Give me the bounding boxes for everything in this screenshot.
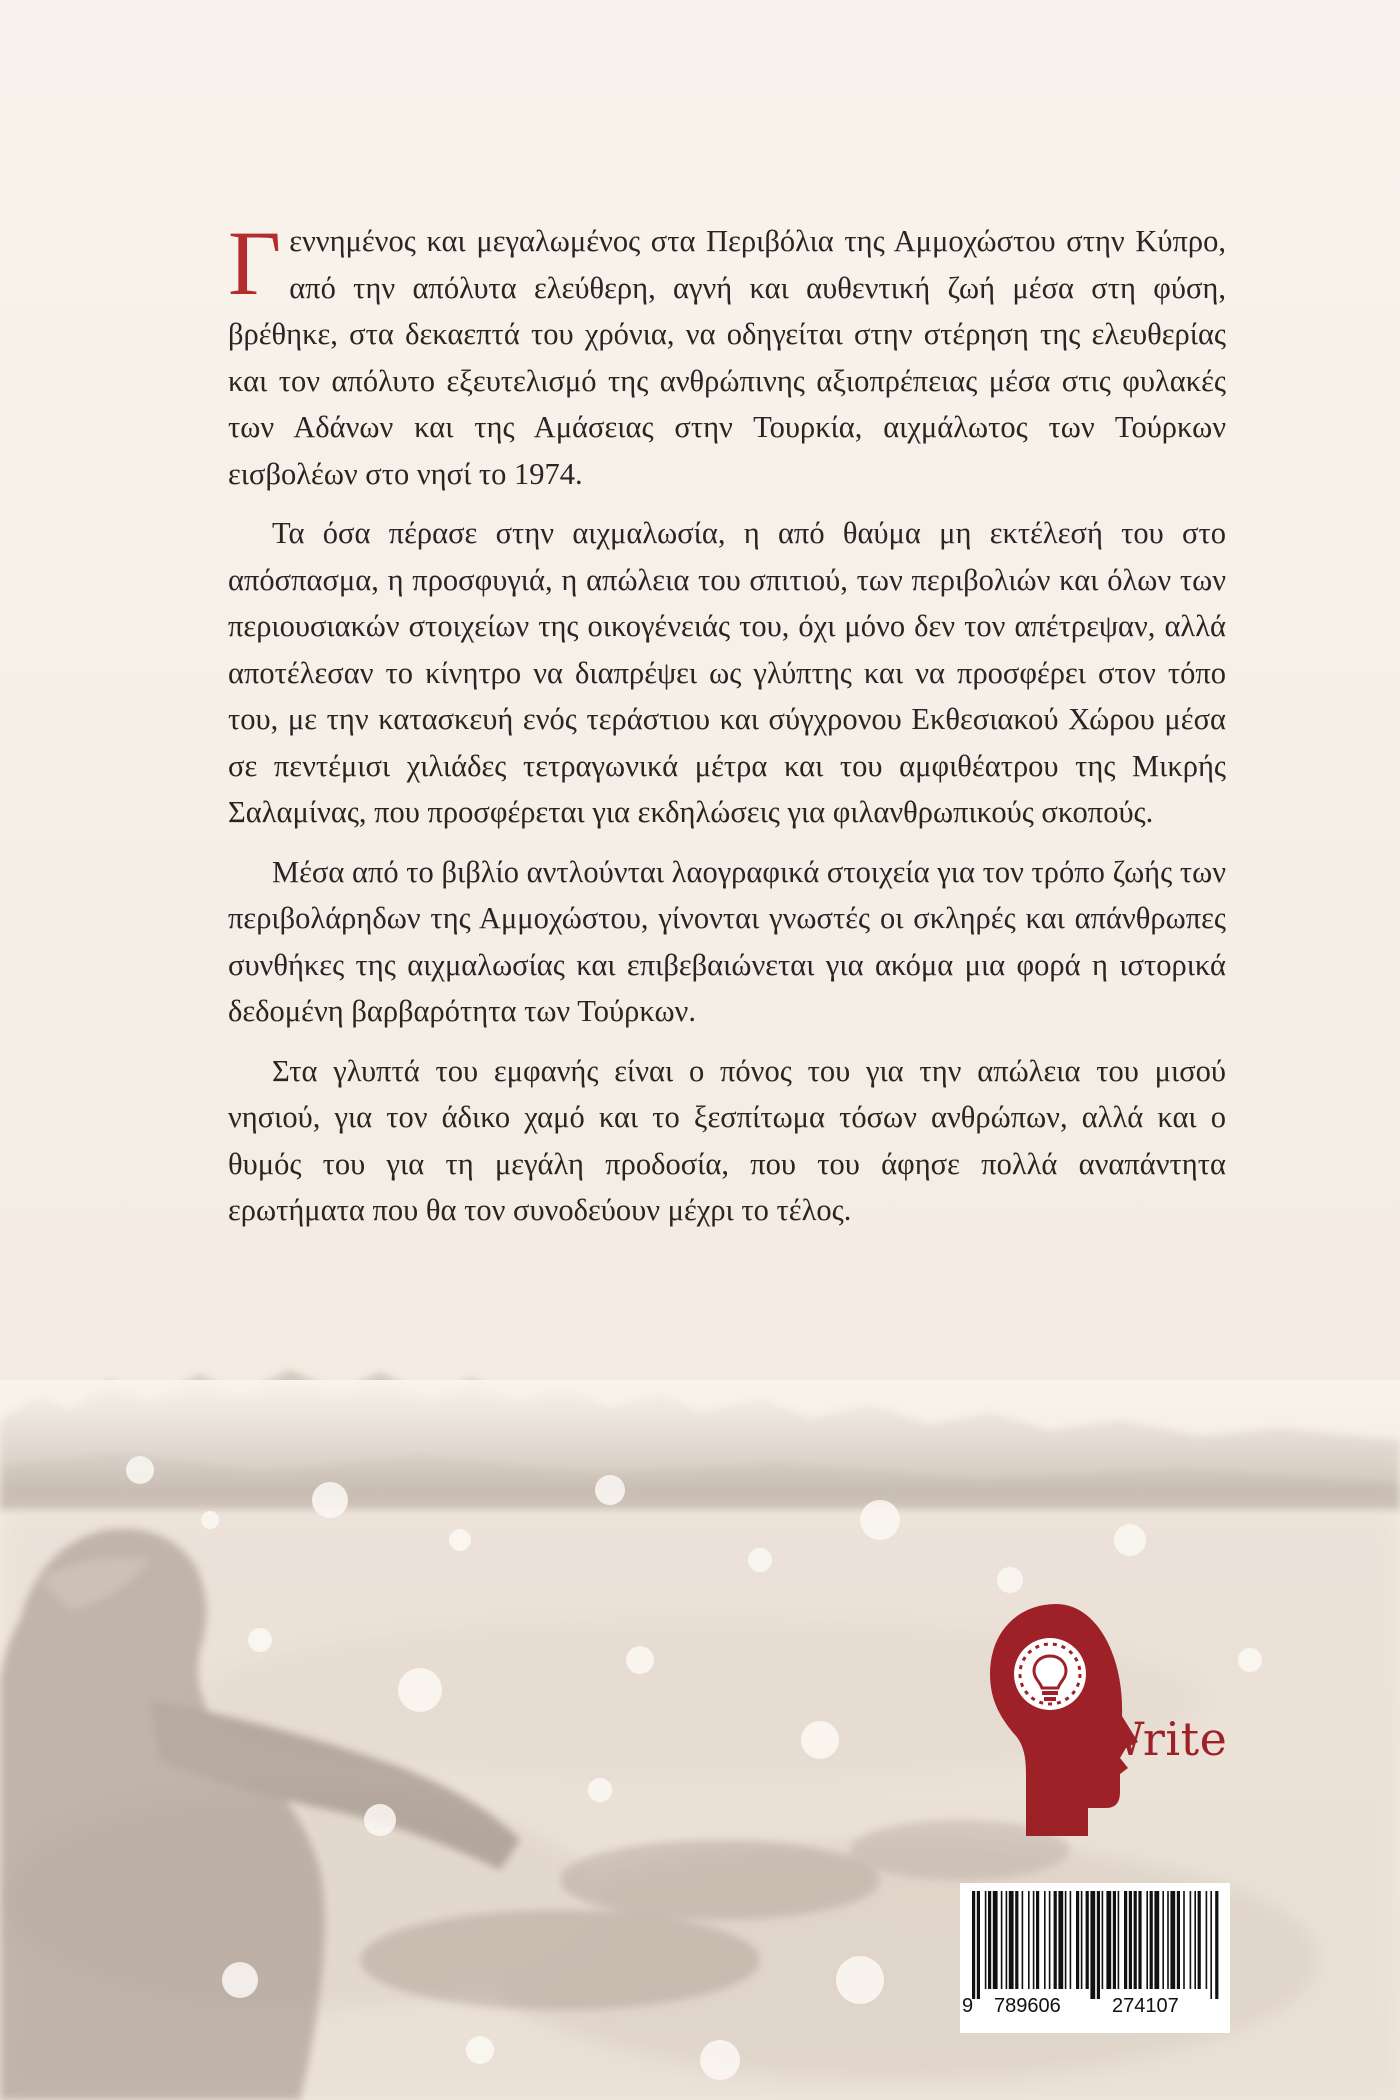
barcode-bar <box>1162 1891 1164 1989</box>
barcode-bar <box>1044 1891 1046 1989</box>
barcode-bar <box>977 1891 980 1999</box>
barcode-bar <box>1150 1891 1153 1989</box>
barcode-bar <box>1070 1891 1072 1989</box>
barcode-bar <box>1033 1891 1035 1989</box>
barcode-bar <box>1028 1891 1030 1989</box>
barcode-digits-right: 274107 <box>1112 1995 1179 2017</box>
barcode-bar <box>1102 1891 1104 1989</box>
barcode-bar <box>1086 1891 1089 1989</box>
barcode-bar <box>1090 1891 1095 1999</box>
barcode-bar <box>1058 1891 1063 1989</box>
paragraph-2: Τα όσα πέρασε στην αιχμαλωσία, η από θαύμα μη εκτέλεσή του στο απόσπασμα, η προσφυγιά, η απώλεια του σπιτιού, των περιβολιών και όλων των περιουσιακών στοιχείων της οικογένειάς του, όχι μόνο δεν τον απέτρεψαν, αλλά αποτέλεσαν το κίνητρο να διαπρέψει ως γλύπτης και να προσφέρει στον τόπο του, με την κατασκευή ενός τεράστιου και σύγχρονου Εκθεσιακού Χώρου μέσα σε πεντέμισι χιλιάδες τετραγωνικά μέτρα και του αμφιθέατρου της Μικρής Σαλαμίνας, που προσφέρεται για εκδηλώσεις για φιλανθρωπικούς σκοπούς. <box>228 516 1226 829</box>
barcode-bar <box>1006 1891 1008 1989</box>
barcode-bar <box>985 1891 987 1989</box>
barcode-bar <box>993 1891 998 1989</box>
barcode-digits <box>960 1989 1230 2023</box>
barcode-bar <box>1036 1891 1039 1989</box>
barcode-bar <box>1134 1891 1137 1989</box>
barcode-bar <box>1194 1891 1196 1989</box>
barcode-bar <box>1146 1891 1148 1989</box>
barcode-bar <box>1170 1891 1175 1989</box>
barcode-bar <box>1009 1891 1014 1989</box>
barcode-bar <box>1118 1891 1120 1989</box>
barcode-bar <box>1054 1891 1057 1989</box>
barcode-bar <box>1022 1891 1024 1989</box>
drop-cap: Γ <box>228 212 282 314</box>
barcode-bar <box>1177 1891 1180 1989</box>
barcode-bar <box>1106 1891 1111 1989</box>
barcode-bar <box>1215 1891 1218 1999</box>
isbn-barcode <box>960 1883 1230 2033</box>
barcode-bar <box>1076 1891 1079 1989</box>
barcode-bar <box>972 1891 975 1999</box>
barcode-bar <box>1206 1891 1208 1989</box>
barcode-bar <box>1129 1891 1132 1989</box>
barcode-bar <box>1097 1891 1100 1999</box>
paragraph-1-text: εννημένος και μεγαλωμένος στα Περιβόλια της Αμμοχώστου στην Κύπρο, από την απόλυτα ελεύθερη, αγνή και αυθεντική ζωή μέσα στη φύση, βρέθηκε, στα δεκαεπτά του χρόνια, να οδηγείται στην στέρηση της ελευθερίας και τον απόλυτο εξευτελισμό της ανθρώπινης αξιοπρέπειας μέσα στις φυλακές των Αδάνων και της Αμάσειας στην Τουρκία, αιχμάλωτος των Τούρκων εισβολέων στο νησί το 1974. <box>228 224 1226 491</box>
barcode-bar <box>1210 1891 1212 1999</box>
back-cover-blurb <box>228 212 1226 1247</box>
barcode-bar <box>1049 1891 1051 1989</box>
barcode-bar <box>1198 1891 1201 1989</box>
barcode-bar <box>1154 1891 1159 1989</box>
barcode-bar <box>1138 1891 1141 1989</box>
barcode-bar <box>1001 1891 1003 1989</box>
barcode-digits-left: 789606 <box>994 1995 1061 2017</box>
barcode-bar <box>1190 1891 1192 1989</box>
paragraph-3: Μέσα από το βιβλίο αντλούνται λαογραφικά στοιχεία για τον τρόπο ζωής των περιβολάρηδων της Αμμοχώστου, γίνονται γνωστές οι σκληρές και απάνθρωπες συνθήκες της αιχμαλωσίας και επιβεβαιώνεται για ακόμα μια φορά η ιστορικά δεδομένη βαρβαρότητα των Τούρκων. <box>228 854 1226 1028</box>
barcode-bar <box>1081 1891 1083 1989</box>
barcode-bar <box>1124 1891 1127 1989</box>
barcode-digit-prefix: 9 <box>962 1995 974 2017</box>
barcode-bar <box>1183 1891 1185 1989</box>
barcode-bar <box>988 1891 991 1989</box>
barcode-bar <box>1015 1891 1018 1989</box>
paragraph-4: Στα γλυπτά του εμφανής είναι ο πόνος του για την απώλεια του μισού νησιού, για τον άδικο χαμό και το ξεσπίτωμα τόσων ανθρώπων, αλλά και ο θυμός του για τη μεγάλη προδοσία, που του άφησε πολλά αναπάντητα ερωτήματα που θα τον συνοδεύουν μέχρι το τέλος. <box>228 1053 1226 1227</box>
barcode-bar <box>1167 1891 1169 1989</box>
barcode-bar <box>1065 1891 1067 1989</box>
publisher-name: iWrite <box>1082 1712 1228 1766</box>
barcode-bar <box>1113 1891 1116 1989</box>
paragraph-1 <box>228 212 1226 497</box>
